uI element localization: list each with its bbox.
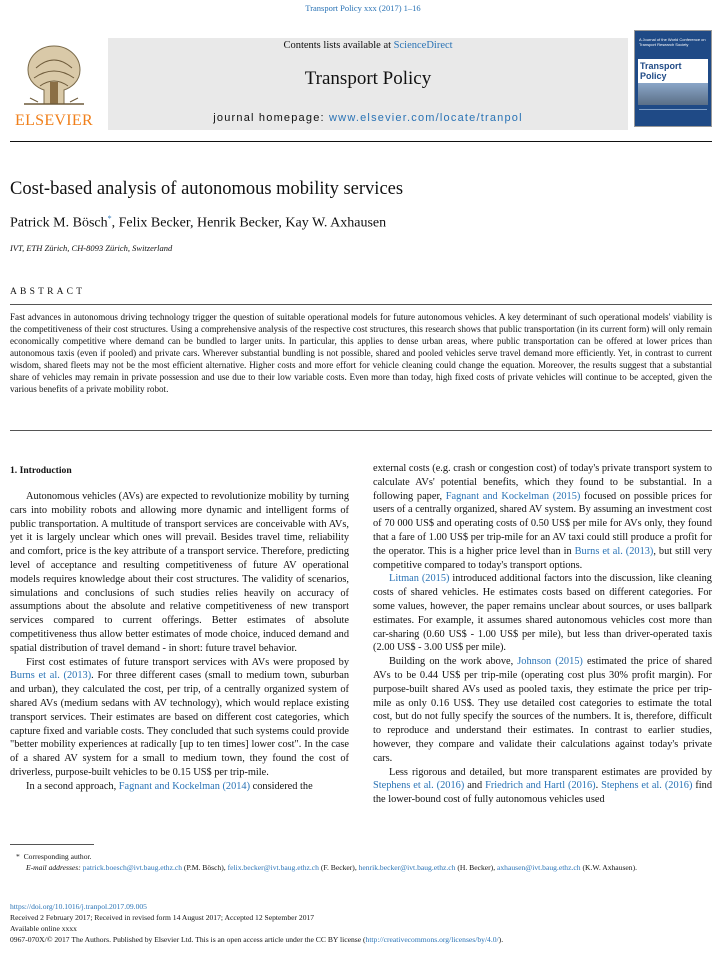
- paragraph: Litman (2015) introduced additional factors into the discussion, like cleaning costs of shared vehicles. He estimates costs based on different categories. For some values, however, the paper remains unclear about sources, or uses ballpark estimates. For example, it assumes shared autonomous vehicles cost more than car-sharing (0.60 US$ - 1.00 US$ per mile), but less than driver-operated taxis (2.00 US$ - 3.00 US$ per mile).: [373, 573, 712, 654]
- citation-link[interactable]: Johnson (2015): [517, 656, 583, 668]
- email-link[interactable]: patrick.boesch@ivt.baug.ethz.ch: [82, 863, 183, 872]
- email-link[interactable]: henrik.becker@ivt.baug.ethz.ch: [358, 863, 456, 872]
- received-dates: Received 2 February 2017; Received in revised form 14 August 2017; Accepted 12 September 2017: [10, 913, 315, 922]
- author-1[interactable]: Patrick M. Bösch: [10, 215, 108, 231]
- paragraph: In a second approach, Fagnant and Kockelman (2014) considered the: [26, 780, 313, 792]
- paragraph: external costs (e.g. crash or congestion cost) of today's private transport system to calculate AVs' potential benefits, which they found to be substantial. In a following paper, Fagnant and Kockelman (2015) focused on possible prices for users of a centrally organized, shared AV system. By assuming an investment cost of 70 000 US$ and operating costs of 0.50 US$ per mile for AVs only, they found that a fare of 1.00 US$ per trip-mile for an AV taxi could still produce a profit for the operator. This is a higher price level than in Burns et al. (2013), but still very competitive compared to today's transport options.: [373, 463, 712, 571]
- paragraph: Autonomous vehicles (AVs) are expected to revolutionize mobility by turning cars into mobility robots and allowing more dynamic and intelligent forms of public transportation. A multitude of transport services are conceivable with AVs, yet it is largely unclear which ones will prevail. Besides travel time, reliability and comfort, price is the key attribute of a transport service. Therefore, predicting level of acceptance and resulting competitiveness of future AV operational models requires knowledge about their cost structures. The validity of scenarios, simulations and conclusions of such studies relies heavily on accuracy of assumptions about the absolute and relative competitiveness of new transport services compared to current offerings. Better estimates of absolute competitiveness thus allow better estimates of mode choice, induced demand and spatial distribution of travel demand - in short: future travel behavior.: [10, 491, 349, 654]
- elsevier-wordmark: ELSEVIER: [15, 112, 93, 129]
- article-title: Cost-based analysis of autonomous mobility services: [10, 179, 404, 199]
- citation-link[interactable]: Friedrich and Hartl (2016): [485, 780, 596, 792]
- email-footnote: E-mail addresses: patrick.boesch@ivt.baug.ethz.ch (P.M. Bösch), felix.becker@ivt.baug.ethz.ch (F. Becker), henrik.becker@ivt.baug.ethz.ch (H. Becker), axhausen@ivt.baug.ethz.ch (K.W. Axhausen).: [26, 863, 637, 872]
- author-list: [10, 214, 386, 232]
- journal-homepage: journal homepage: www.elsevier.com/locate/tranpol: [213, 112, 523, 124]
- journal-title: Transport Policy: [304, 68, 432, 89]
- license-link[interactable]: http://creativecommons.org/licenses/by/4.0/: [365, 935, 499, 944]
- citation-link[interactable]: Burns et al. (2013): [574, 545, 654, 557]
- elsevier-logo[interactable]: [10, 38, 98, 130]
- available-online: Available online xxxx: [10, 924, 77, 933]
- paragraph: Building on the work above, Johnson (2015) estimated the price of shared AVs to be 0.44 US$ per trip-mile (operating cost plus 30% profit margin). For purpose-built shared AVs used as pooled taxis, they estimate the price per trip-mile as only 0.16 US$. They use detailed cost categories to estimate the total cost, but do not fully specify the sources of the numbers. It is, therefore, difficult to reproduce and understand their estimates. In contrast to earlier studies, however, they compare and validate their calculations against today's private cars.: [373, 656, 712, 764]
- citation-link[interactable]: Fagnant and Kockelman (2014): [118, 780, 251, 792]
- abstract-top-rule: [10, 304, 712, 305]
- email-link[interactable]: axhausen@ivt.baug.ethz.ch: [497, 863, 581, 872]
- contents-line: Contents lists available at ScienceDirect: [283, 40, 453, 51]
- corresponding-author-mark[interactable]: *: [107, 214, 112, 223]
- body-column-right: [373, 462, 712, 807]
- citation-link[interactable]: Burns et al. (2013): [10, 670, 92, 682]
- cover-footer: [639, 109, 707, 124]
- paragraph: First cost estimates of future transport services with AVs were proposed by Burns et al. (2013). For three different cases (small to medium town, suburban and urban), they calculated the cost, per trip, of a centrally organized system of shared AVs (medium sedans with AV technology), which would replace existing transport services. Their estimates are based on different cost categories, which capture fixed and variable costs. They concluded that such systems could provide "better mobility experiences at radically [up to ten times] lower cost". In the case of a shared AV system for a small to medium town, they found the cost of driverless, purpose-built vehicles to be 0.15 US$ per trip-mile.: [10, 656, 349, 778]
- citation-link[interactable]: Litman (2015): [389, 573, 450, 585]
- cover-subtitle: A Journal of the World Conference on Transport Research Society: [639, 37, 706, 47]
- cover-image: [638, 83, 708, 105]
- journal-cover[interactable]: [634, 30, 712, 127]
- email-link[interactable]: felix.becker@ivt.baug.ethz.ch: [227, 863, 319, 872]
- abstract-text: Fast advances in autonomous driving technology trigger the question of suitable operational models for future autonomous vehicles. A key determinant of such operational models' viability is the competitiveness of their cost structures. Using a comprehensive analysis of the respective cost structures, this research shows that public transportation (in its current form) will only remain economically competitive where demand can be bundled to larger units. In particular, this applies to dense urban areas, where public transportation can be offered at lower prices than autonomous taxis (even if pooled) and private cars. Wherever substantial bundling is not possible, shared and pooled vehicles serve travel demand more efficiently. Yet, in contrast to current wisdom, shared fleets may not be the most efficient alternative. Higher costs and more effort for vehicle cleaning could change the equation. Moreover, the results suggest that a substantial share of vehicles may remain in private possession and use due to their low variable costs. Even more than today, high fixed costs of private vehicles will continue to be accepted, given the various benefits of a private mobility robot.: [10, 312, 712, 394]
- citation-link[interactable]: Stephens et al. (2016): [601, 780, 693, 792]
- footnote-rule: [10, 844, 94, 845]
- running-header: Transport Policy xxx (2017) 1–16: [305, 3, 421, 13]
- citation-link[interactable]: Fagnant and Kockelman (2015): [445, 490, 581, 502]
- license-line: 0967-070X/© 2017 The Authors. Published by Elsevier Ltd. This is an open access article under the CC BY license (http://creativecommons.org/licenses/by/4.0/).: [10, 935, 504, 944]
- doi-link[interactable]: https://doi.org/10.1016/j.tranpol.2017.09.005: [10, 902, 147, 911]
- header-rule: [10, 141, 712, 142]
- cover-title: Transport Policy: [638, 59, 708, 83]
- sciencedirect-link[interactable]: ScienceDirect: [393, 40, 453, 51]
- section-heading: 1. Introduction: [10, 465, 72, 476]
- other-authors: , Felix Becker, Henrik Becker, Kay W. Axhausen: [111, 215, 387, 231]
- paragraph: Less rigorous and detailed, but more transparent estimates are provided by Stephens et al. (2016) and Friedrich and Hartl (2016). Stephens et al. (2016) find the lower-bound cost of fully autonomous vehicles used: [373, 766, 713, 806]
- abstract-bottom-rule: [10, 430, 712, 431]
- body-column-left: [10, 490, 349, 794]
- journal-header: [108, 38, 628, 130]
- homepage-link[interactable]: www.elsevier.com/locate/tranpol: [329, 112, 523, 124]
- affiliation: IVT, ETH Zürich, CH-8093 Zürich, Switzerland: [10, 243, 173, 253]
- corresponding-footnote: * Corresponding author.: [16, 852, 92, 861]
- citation-link[interactable]: Stephens et al. (2016): [373, 780, 465, 792]
- abstract-heading: ABSTRACT: [10, 287, 86, 297]
